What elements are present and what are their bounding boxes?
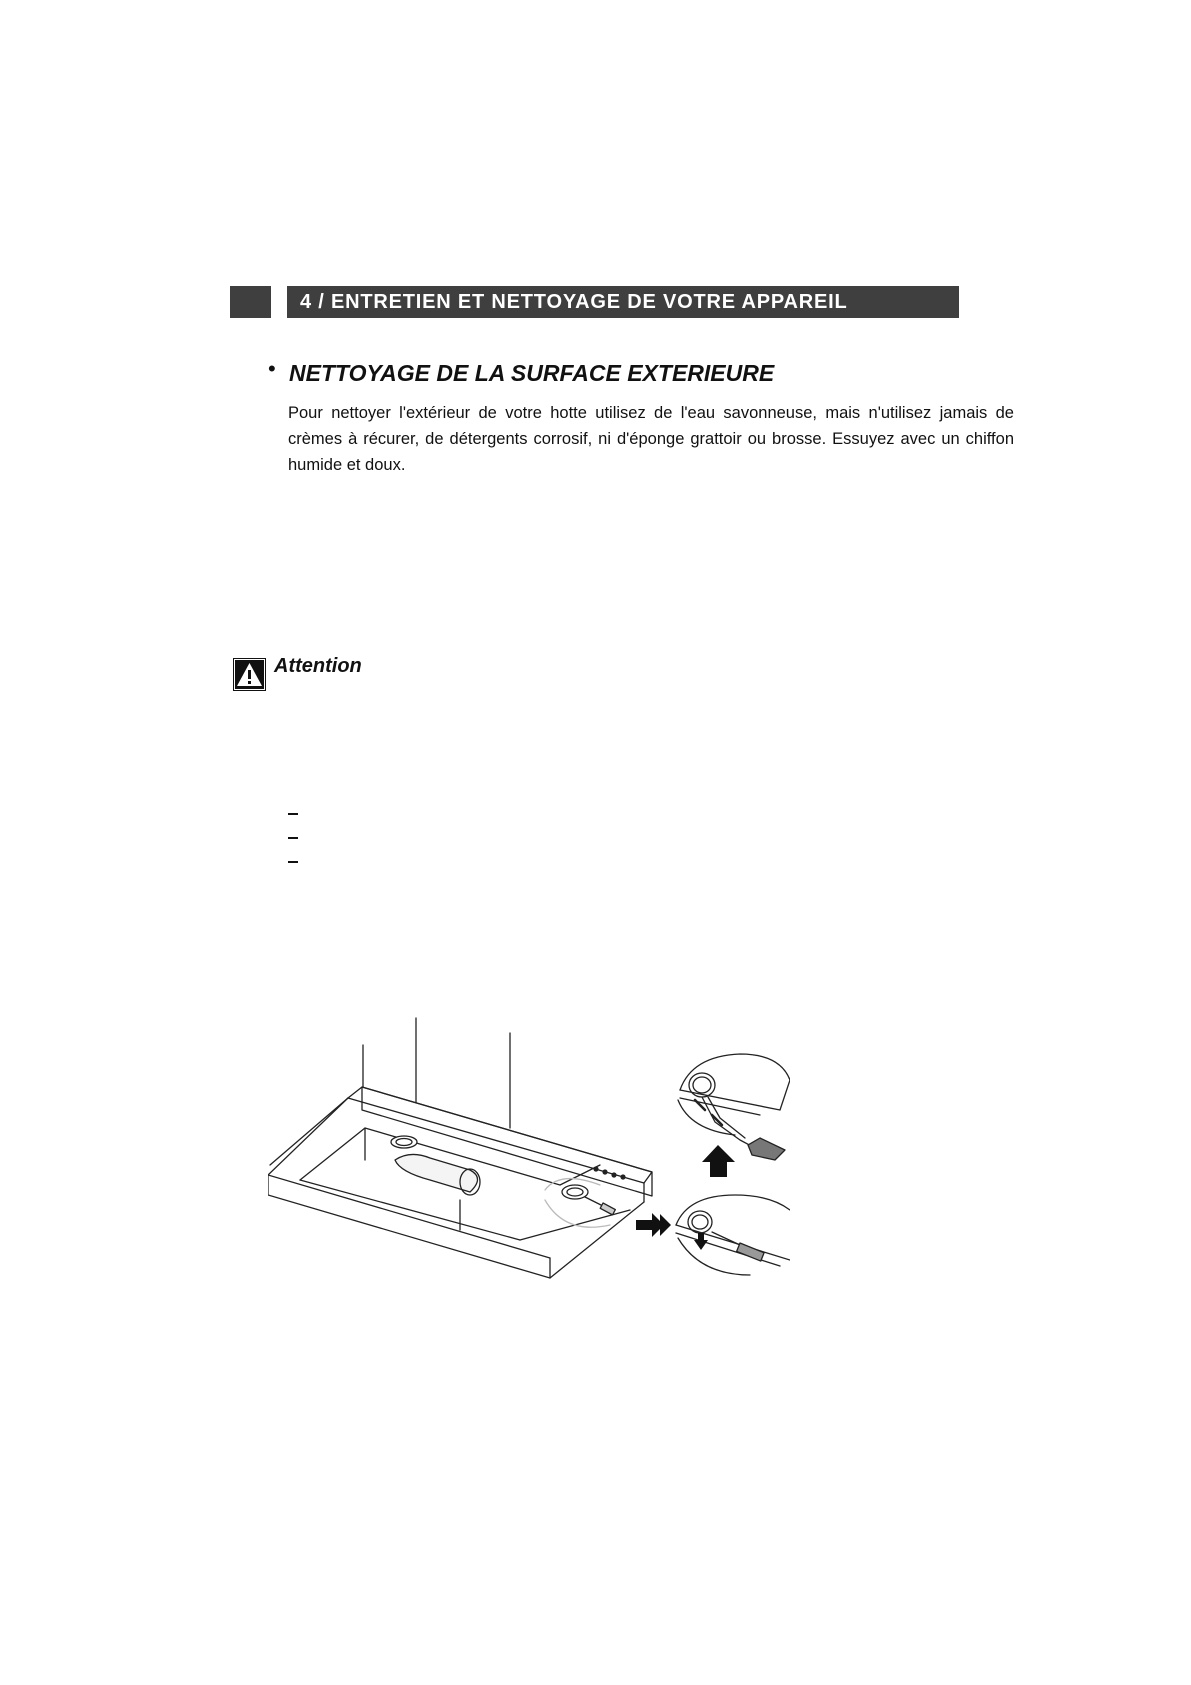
range-hood-lamp-replacement-illustration [268, 1015, 790, 1280]
section-title: 4 / ENTRETIEN ET NETTOYAGE DE VOTRE APPAREIL [287, 286, 959, 318]
bullet-icon: • [268, 356, 276, 381]
list-dash [288, 861, 298, 863]
list-dash [288, 837, 298, 839]
warning-triangle-icon [233, 658, 266, 691]
section-number-block [230, 286, 271, 318]
attention-label: Attention [274, 655, 362, 677]
exterior-cleaning-paragraph: Pour nettoyer l'extérieur de votre hotte utilisez de l'eau savonneuse, mais n'utilisez jamais de crèmes à récurer, de détergents corrosif, ni d'éponge grattoir ou brosse. Essuyez avec un chiffon humide et doux. [288, 404, 1014, 474]
exterior-cleaning-heading: NETTOYAGE DE LA SURFACE EXTERIEURE [289, 360, 775, 386]
list-dash [288, 813, 298, 815]
